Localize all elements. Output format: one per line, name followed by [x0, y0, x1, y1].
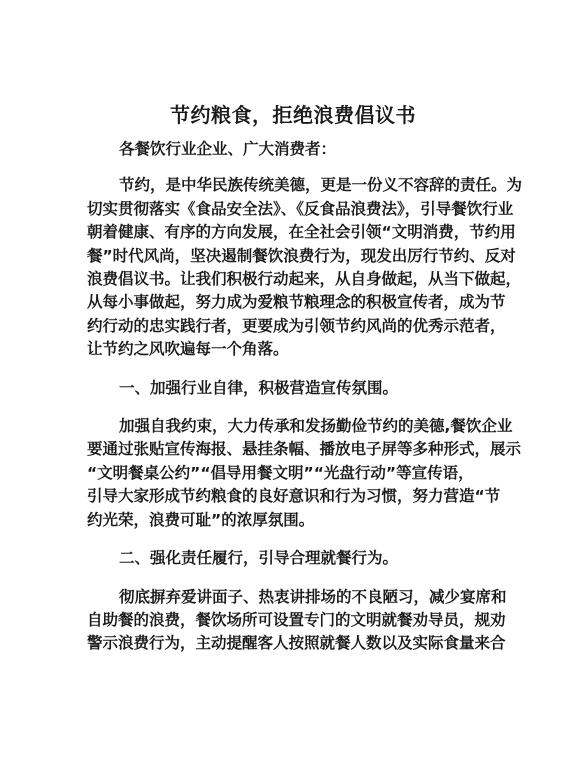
salutation: 各餐饮行业企业、广大消费者：: [119, 140, 337, 158]
paragraph-line: 引导大家形成节约粮食的良好意识和行为习惯，努力营造“节: [87, 487, 501, 506]
document-title: 节约粮食，拒绝浪费倡议书: [170, 103, 416, 127]
paragraph-line: 彻底摒弃爱讲面子、热衷讲排场的不良陋习，减少宴席和: [119, 587, 507, 606]
paragraph-line: 从每小事做起，努力成为爱粮节粮理念的积极宣传者，成为节: [87, 293, 506, 312]
section-heading-2: [87, 547, 503, 570]
paragraph-line: 加强自我约束，大力传承和发扬勤俭节约的美德,餐饮企业: [119, 417, 513, 436]
paragraph-line: 让节约之风吹遍每一个角落。: [87, 340, 289, 359]
paragraph-line: 餐”时代风尚，坚决遏制餐饮浪费行为，现发出厉行节约、反对: [87, 246, 516, 265]
paragraph-line: 约光荣，浪费可耻”的浓厚氛围。: [87, 510, 315, 529]
document-body: [87, 138, 523, 656]
paragraph-line: 警示浪费行为，主动提醒客人按照就餐人数以及实际食量来合: [87, 634, 506, 653]
paragraph-line: 节约，是中华民族传统美德，更是一份义不容辞的责任。为: [119, 176, 523, 195]
paragraph-line: 浪费倡议书。让我们积极行动起来，从自身做起，从当下做起，: [87, 270, 522, 289]
paragraph-intro: [87, 174, 523, 361]
paragraph-line: “文明餐桌公约”“倡导用餐文明”“光盘行动”等宣传语，: [87, 463, 474, 482]
paragraph-section-1: [87, 415, 522, 532]
paragraph-line: 要通过张贴宣传海报、悬挂条幅、播放电子屏等多种形式，展示: [87, 440, 522, 459]
section-heading-line: 二、强化责任履行，引导合理就餐行为。: [119, 549, 399, 568]
section-heading-1: [87, 377, 503, 400]
paragraph-section-2: [87, 586, 507, 656]
paragraph-line: 朝着健康、有序的方向发展，在全社会引领“文明消费，节约用: [87, 223, 516, 242]
section-heading-line: 一、加强行业自律，积极营造宣传氛围。: [119, 378, 399, 397]
paragraph-line: 约行动的忠实践行者，更要成为引领节约风尚的优秀示范者，: [87, 316, 506, 335]
paragraph-line: 切实贯彻落实《食品安全法》、《反食品浪费法》，引导餐饮行业: [87, 199, 514, 218]
paragraph-line: 自助餐的浪费，餐饮场所可设置专门的文明就餐劝导员，规劝: [87, 610, 506, 629]
